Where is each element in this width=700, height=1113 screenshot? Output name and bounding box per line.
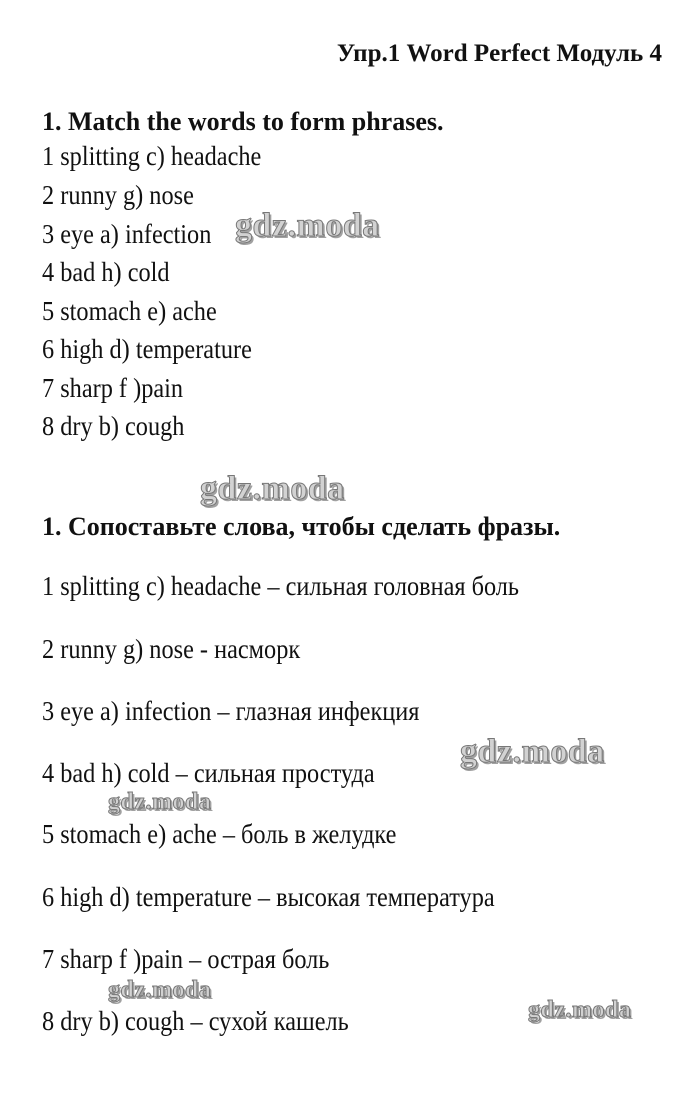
phrase-line-en-7: 7 sharp f )pain (42, 373, 184, 403)
watermark: gdz.moda (235, 207, 380, 244)
phrase-line-en-3: 3 eye a) infection (42, 219, 212, 249)
watermark: gdz.moda (108, 789, 212, 815)
phrase-line-ru-1: 1 splitting c) headache – сильная головная боль (42, 571, 520, 601)
watermark: gdz.moda (200, 470, 345, 507)
phrase-line-en-2: 2 runny g) nose (42, 180, 194, 210)
phrase-line-ru-5: 5 stomach e) ache – боль в желудке (42, 819, 397, 849)
phrase-line-ru-2: 2 runny g) nose - насморк (42, 634, 301, 664)
phrase-line-en-4: 4 bad h) cold (42, 257, 170, 287)
exercise-heading-en: 1. Match the words to form phrases. (42, 107, 444, 136)
phrase-line-ru-3: 3 eye a) infection – глазная инфекция (42, 696, 420, 726)
phrase-line-ru-8: 8 dry b) cough – сухой кашель (42, 1006, 349, 1036)
phrase-line-ru-4: 4 bad h) cold – сильная простуда (42, 758, 375, 788)
phrase-line-ru-6: 6 high d) temperature – высокая температура (42, 882, 495, 912)
phrase-line-en-8: 8 dry b) cough (42, 411, 185, 441)
phrase-line-ru-7: 7 sharp f )pain – острая боль (42, 944, 330, 974)
phrase-line-en-5: 5 stomach e) ache (42, 296, 217, 326)
phrase-line-en-6: 6 high d) temperature (42, 334, 252, 364)
watermark: gdz.moda (528, 997, 632, 1023)
exercise-heading-ru: 1. Сопоставьте слова, чтобы сделать фразы. (42, 512, 561, 541)
phrase-line-en-1: 1 splitting c) headache (42, 141, 262, 171)
page-title: Упр.1 Word Perfect Модуль 4 (336, 40, 662, 67)
watermark: gdz.moda (108, 977, 212, 1003)
watermark: gdz.moda (460, 733, 605, 770)
